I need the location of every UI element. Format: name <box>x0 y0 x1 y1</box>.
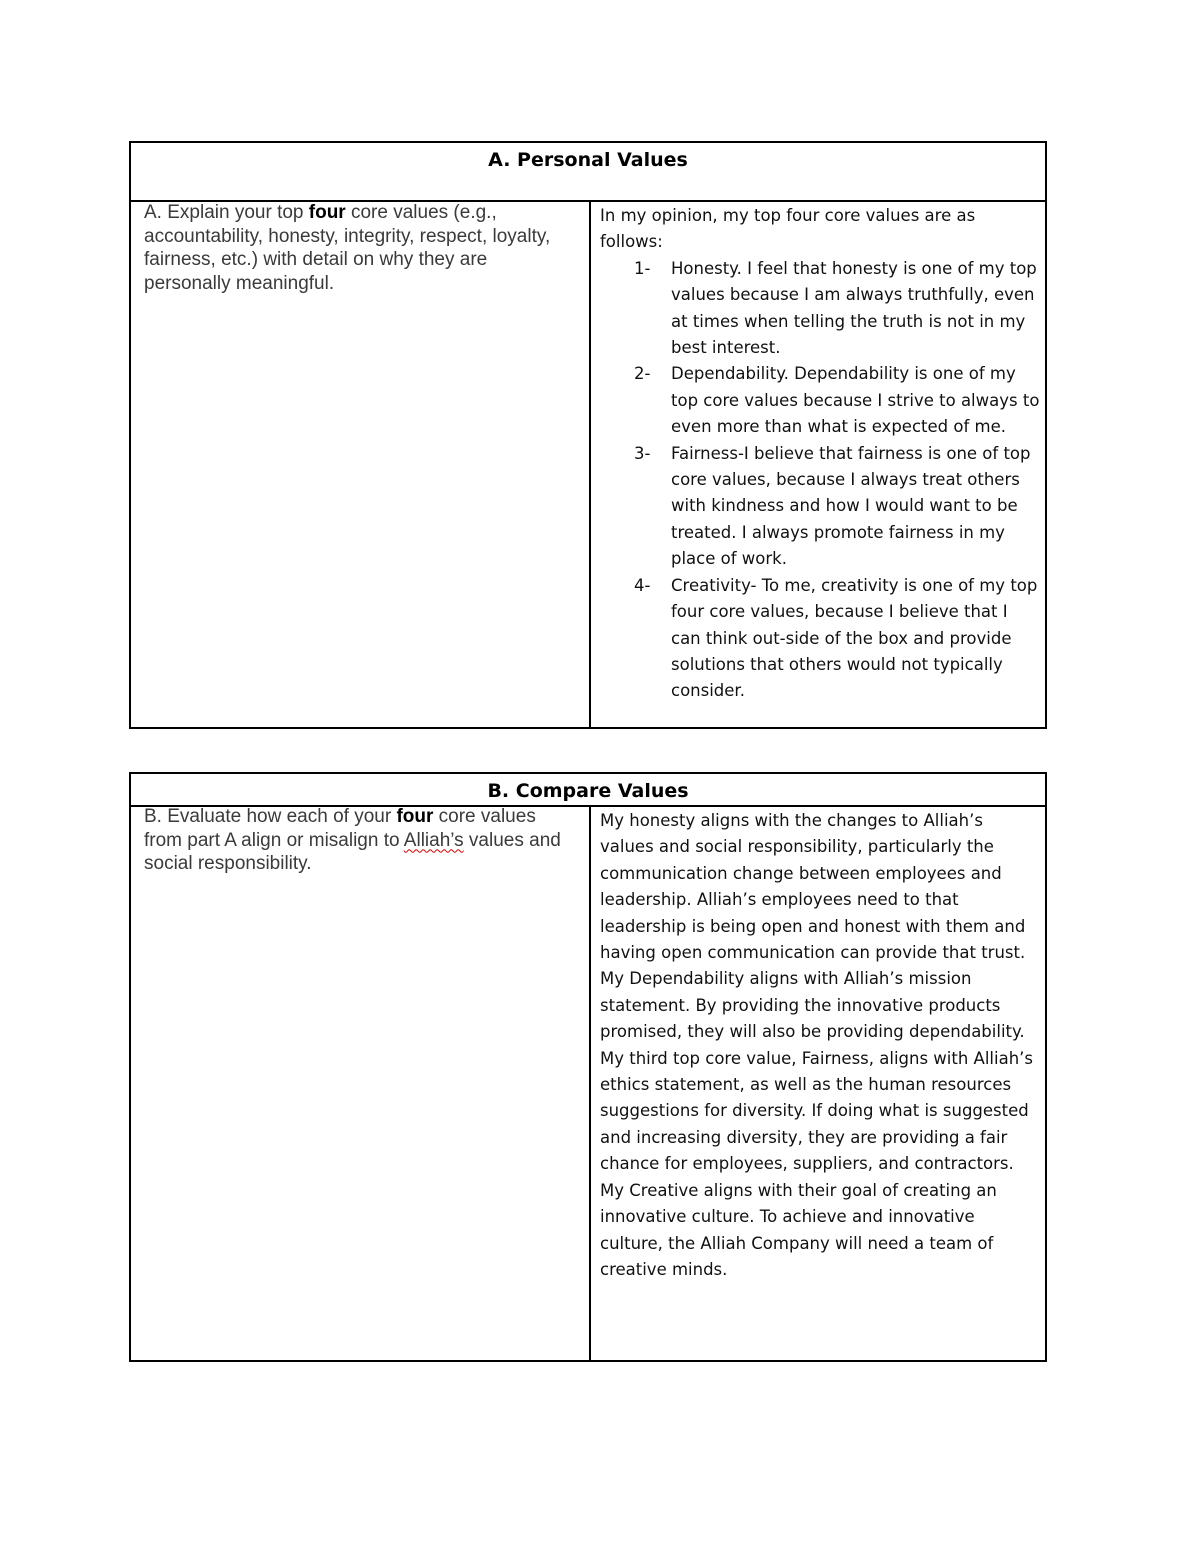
compare-values-table <box>129 772 1047 1362</box>
prompt-emphasis: four <box>308 202 346 223</box>
list-item <box>600 256 1040 362</box>
compare-values-answer <box>600 808 1040 1283</box>
list-number: 3- <box>634 443 651 463</box>
list-item <box>600 361 1040 440</box>
personal-values-table <box>129 141 1047 729</box>
compare-values-prompt <box>144 805 574 876</box>
personal-values-heading: A. Personal Values <box>131 143 1045 202</box>
column-divider <box>589 200 591 727</box>
list-item-text: Dependability. Dependability is one of my top core values because I strive to always to even more than what is expected of me. <box>671 364 1040 437</box>
list-item <box>600 573 1040 705</box>
list-number: 4- <box>634 575 651 595</box>
list-item-text: Creativity- To me, creativity is one of my top four core values, because I believe that I can think out-side of the box and provide solutions that others would not typically consider. <box>671 575 1038 701</box>
prompt-text: core values (e.g., accountability, honesty, integrity, respect, loyalty, fairness, etc.) with detail on why they are personally meaningful. <box>144 202 551 294</box>
column-divider <box>589 805 591 1360</box>
answer-paragraph: My Dependability aligns with Alliah’s mission statement. By providing the innovative products promised, they will also be providing dependability. <box>600 969 1025 1042</box>
prompt-emphasis: four <box>396 806 434 827</box>
answer-paragraph: My honesty aligns with the changes to Alliah’s values and social responsibility, particularly the communication change between employees and leadership. Alliah’s employees need to that leadership is being open and honest with them and having open communication can provide that trust. <box>600 811 1026 963</box>
list-number: 1- <box>634 258 651 278</box>
prompt-text: B. Evaluate how each of your <box>144 806 397 827</box>
answer-paragraph: My Creative aligns with their goal of creating an innovative culture. To achieve and innovative culture, the Alliah Company will need a team of creative minds. <box>600 1180 997 1279</box>
compare-values-heading: B. Compare Values <box>131 774 1045 807</box>
list-item-text: Honesty. I feel that honesty is one of my top values because I am always truthfully, even at times when telling the truth is not in my best interest. <box>671 258 1037 358</box>
list-number: 2- <box>634 364 651 384</box>
prompt-text: core values from part A align or misalign to <box>144 806 536 851</box>
prompt-text: A. Explain your top <box>144 202 309 223</box>
list-item <box>600 441 1040 573</box>
personal-values-prompt <box>144 201 574 295</box>
prompt-text: values and social responsibility. <box>144 829 561 874</box>
answer-paragraph: My third top core value, Fairness, aligns with Alliah’s ethics statement, as well as the human resources suggestions for diversity. If doing what is suggested and increasing diversity, they are providing a fair chance for employees, suppliers, and contractors. <box>600 1048 1034 1174</box>
core-values-list <box>600 256 1040 705</box>
spellcheck-flagged-word: Alliah’s <box>403 829 464 851</box>
personal-values-answer <box>600 203 1040 705</box>
list-item-text: Fairness-I believe that fairness is one of top core values, because I always treat others with kindness and how I would want to be treated. I always promote fairness in my place of work. <box>671 443 1031 569</box>
answer-intro: In my opinion, my top four core values are as follows: <box>600 206 976 252</box>
